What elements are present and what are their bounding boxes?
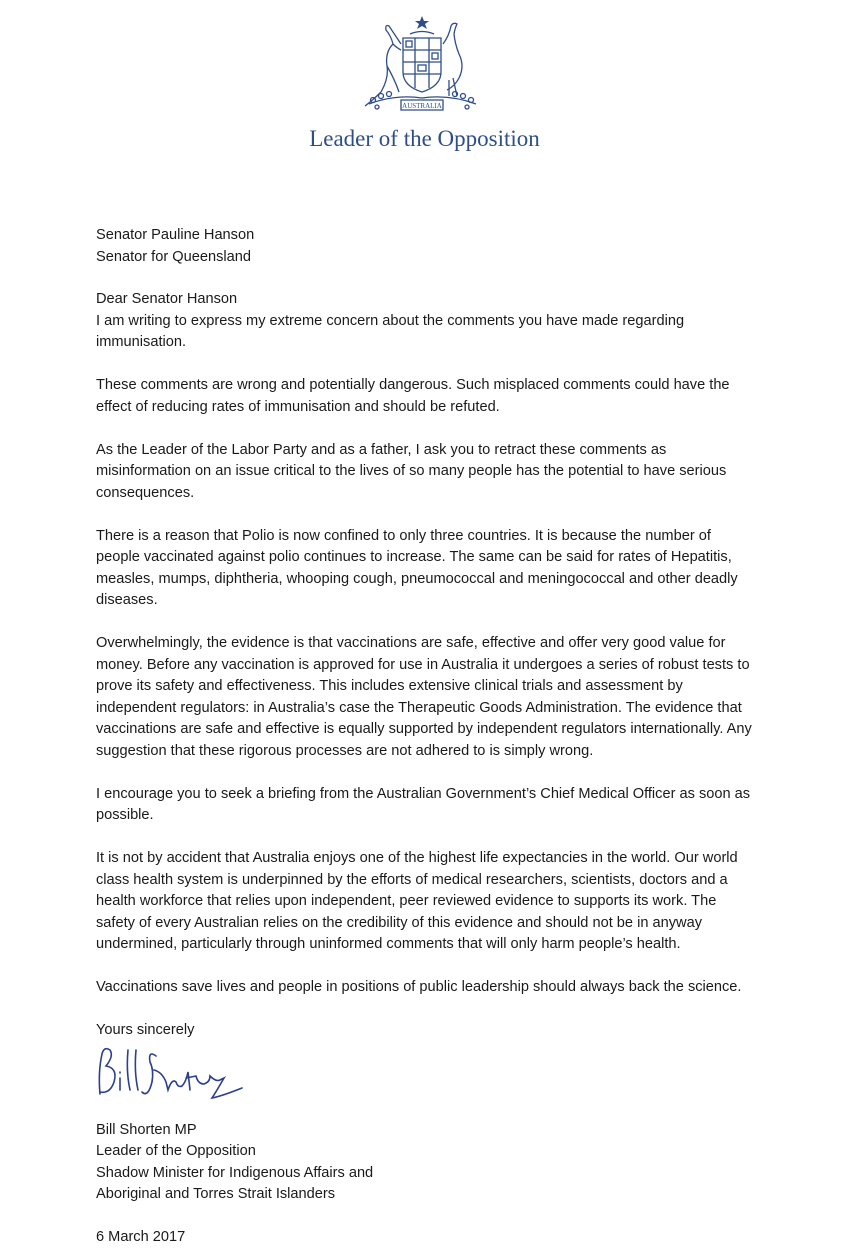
letterhead [0, 0, 849, 160]
recipient-role: Senator for Queensland [96, 247, 756, 269]
signer-title: Aboriginal and Torres Strait Islanders [96, 1184, 756, 1206]
office-title: Leader of the Opposition [0, 126, 849, 152]
letter-date: 6 March 2017 [96, 1227, 756, 1248]
signer-title: Leader of the Opposition [96, 1141, 756, 1163]
recipient-name: Senator Pauline Hanson [96, 225, 756, 247]
paragraph: Overwhelmingly, the evidence is that vaccinations are safe, effective and offer very good value for money. Before any vaccination is approved for use in Australia it undergoes a series of robust tests to prove its safety and effectiveness. This includes extensive clinical trials and assessment by independent regulators: in Australia’s case the Therapeutic Goods Administration. The evidence that vaccinations are safe and effective is equally supported by independent regulators internationally. Any suggestion that these rigorous processes are not adhered to is simply wrong. [96, 633, 756, 762]
paragraph: Vaccinations save lives and people in positions of public leadership should always back the science. [96, 977, 756, 999]
paragraph: It is not by accident that Australia enjoys one of the highest life expectancies in the world. Our world class health system is underpinned by the efforts of medical researchers, scientists, doctors and a health workforce that relies upon independent, peer reviewed evidence to supports its work. The safety of every Australian relies on the credibility of this evidence and should not be in anyway undermined, particularly through uninformed comments that will only harm people’s health. [96, 848, 756, 956]
svg-text:AUSTRALIA: AUSTRALIA [402, 102, 442, 110]
paragraph: As the Leader of the Labor Party and as a father, I ask you to retract these comments as misinformation on an issue critical to the lives of so many people has the potential to have serious consequences. [96, 440, 756, 505]
paragraph: I encourage you to seek a briefing from the Australian Government’s Chief Medical Officer as soon as possible. [96, 784, 756, 827]
paragraph: There is a reason that Polio is now confined to only three countries. It is because the number of people vaccinated against polio continues to increase. The same can be said for rates of Hepatitis, measles, mumps, diphtheria, whooping cough, pneumococcal and meningococcal and other deadly diseases. [96, 526, 756, 612]
australian-coat-of-arms-icon [355, 14, 490, 119]
signer-name: Bill Shorten MP [96, 1120, 756, 1142]
paragraph: I am writing to express my extreme concern about the comments you have made regarding immunisation. [96, 311, 756, 354]
signer-block [96, 1120, 756, 1206]
signer-title: Shadow Minister for Indigenous Affairs and [96, 1163, 756, 1185]
handwritten-signature-icon [92, 1042, 252, 1112]
recipient-block [96, 225, 756, 268]
salutation: Dear Senator Hanson [96, 289, 756, 311]
closing: Yours sincerely [96, 1020, 756, 1042]
letter-body [96, 225, 756, 1248]
paragraph: These comments are wrong and potentially dangerous. Such misplaced comments could have the effect of reducing rates of immunisation and should be refuted. [96, 375, 756, 418]
